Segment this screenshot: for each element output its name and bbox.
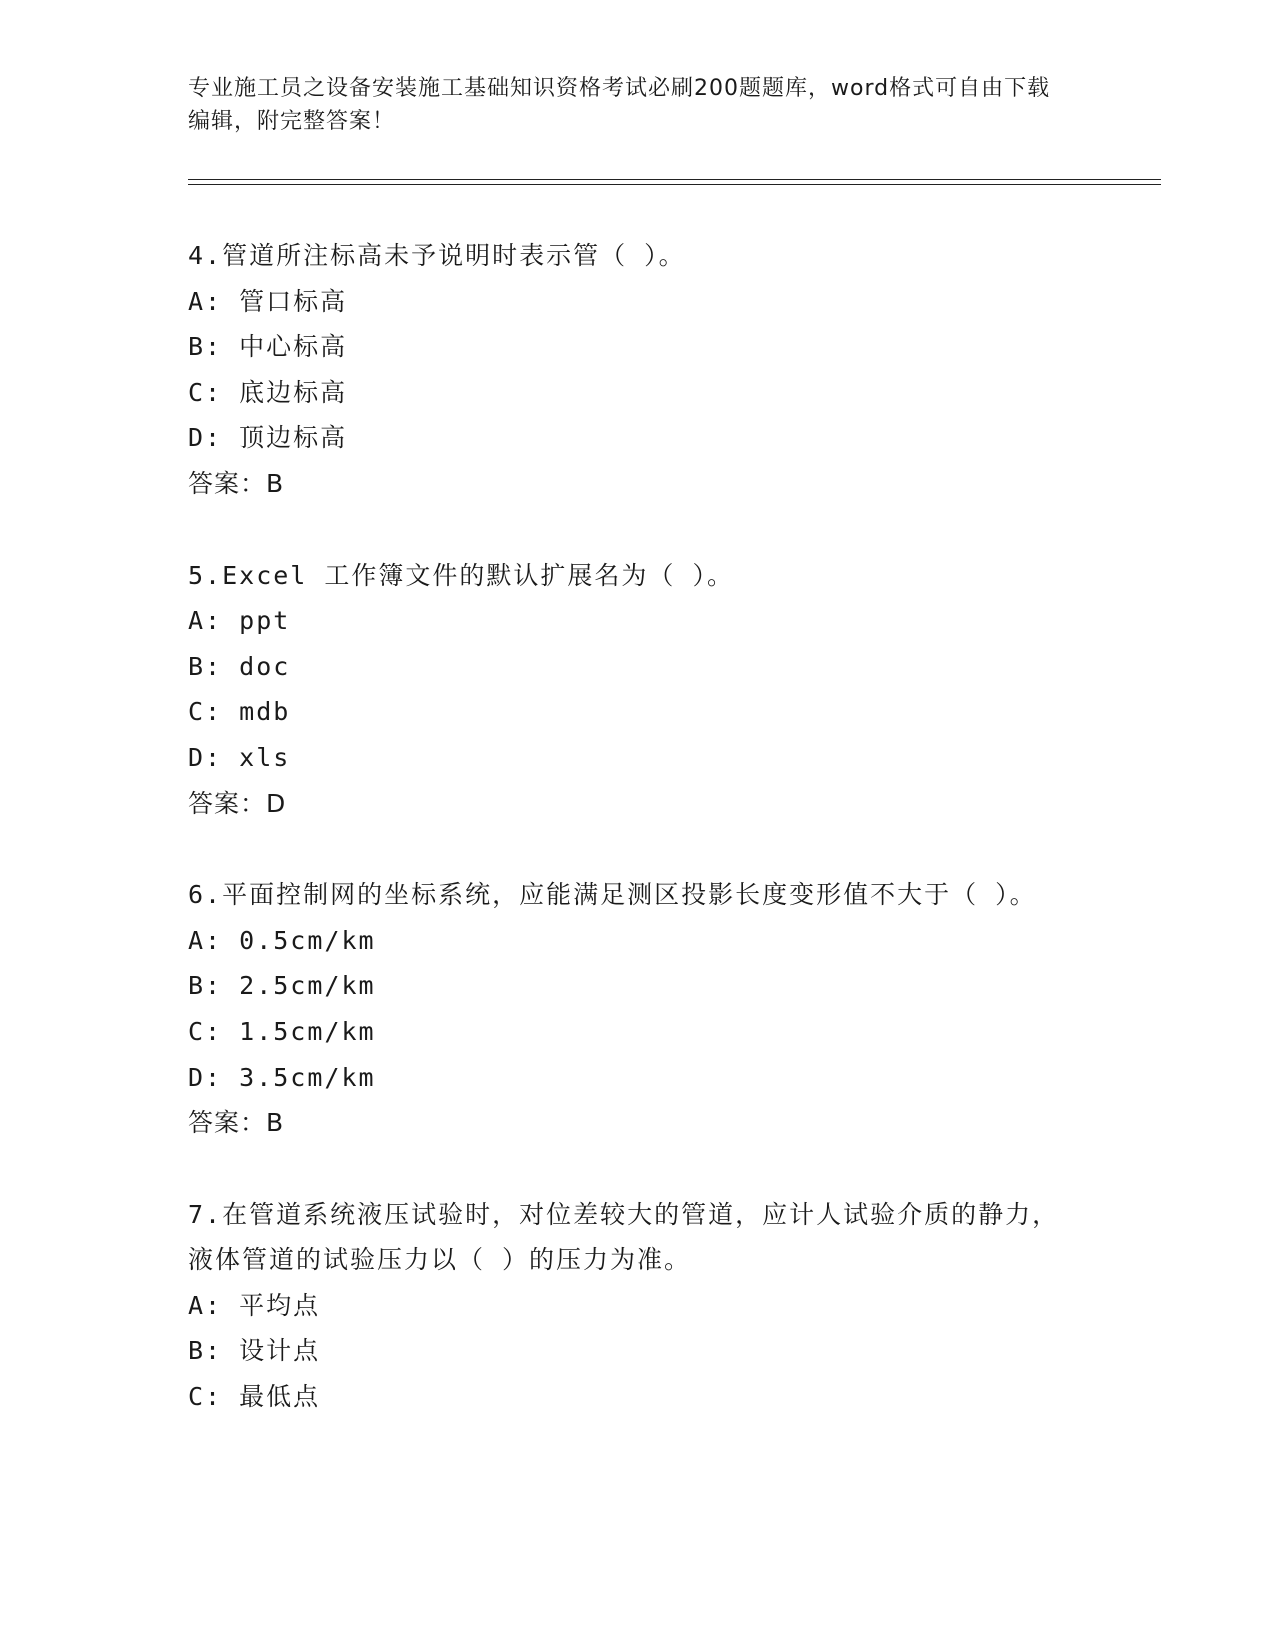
header-rule-top [188,179,1161,180]
option-c: C: mdb [188,697,291,727]
option-d: D: 3.5cm/km [188,1062,376,1092]
option-d: D: xls [188,742,291,772]
question-4 [188,233,1088,507]
option-c: C: 底边标高 [188,377,348,407]
question-text: 6.平面控制网的坐标系统，应能满足测区投影长度变形值不大于（ ）。 [188,880,1037,910]
option-b: B: 中心标高 [188,332,348,362]
header-rule-bottom [188,184,1161,185]
spacer [188,1146,1088,1192]
question-6 [188,872,1088,1146]
option-a: A: ppt [188,606,291,636]
question-text: 4.管道所注标高未予说明时表示管（ ）。 [188,241,686,270]
option-a: A: 平均点 [188,1290,321,1320]
question-text: 7.在管道系统液压试验时，对位差较大的管道，应计人试验介质的静力，液体管道的试验压力以（ ）的压力为准。 [188,1199,1060,1275]
option-c: C: 最低点 [188,1382,321,1412]
answer: 答案：D [188,788,287,818]
question-7 [188,1192,1088,1420]
answer: 答案：B [188,1108,285,1138]
option-a: A: 0.5cm/km [188,925,376,955]
option-b: B: 2.5cm/km [188,971,376,1001]
option-d: D: 顶边标高 [188,423,348,453]
option-b: B: 设计点 [188,1336,321,1366]
option-a: A: 管口标高 [188,286,348,316]
question-list [188,233,1088,1420]
document-header: 专业施工员之设备安装施工基础知识资格考试必刷200题题库，word格式可自由下载编辑，附完整答案！ [188,76,1051,134]
spacer [188,826,1088,872]
option-b: B: doc [188,651,291,681]
option-c: C: 1.5cm/km [188,1016,376,1046]
question-5 [188,553,1088,827]
spacer [188,507,1088,553]
answer: 答案：B [188,468,285,498]
question-text: 5.Excel 工作簿文件的默认扩展名为（ ）。 [188,560,734,590]
